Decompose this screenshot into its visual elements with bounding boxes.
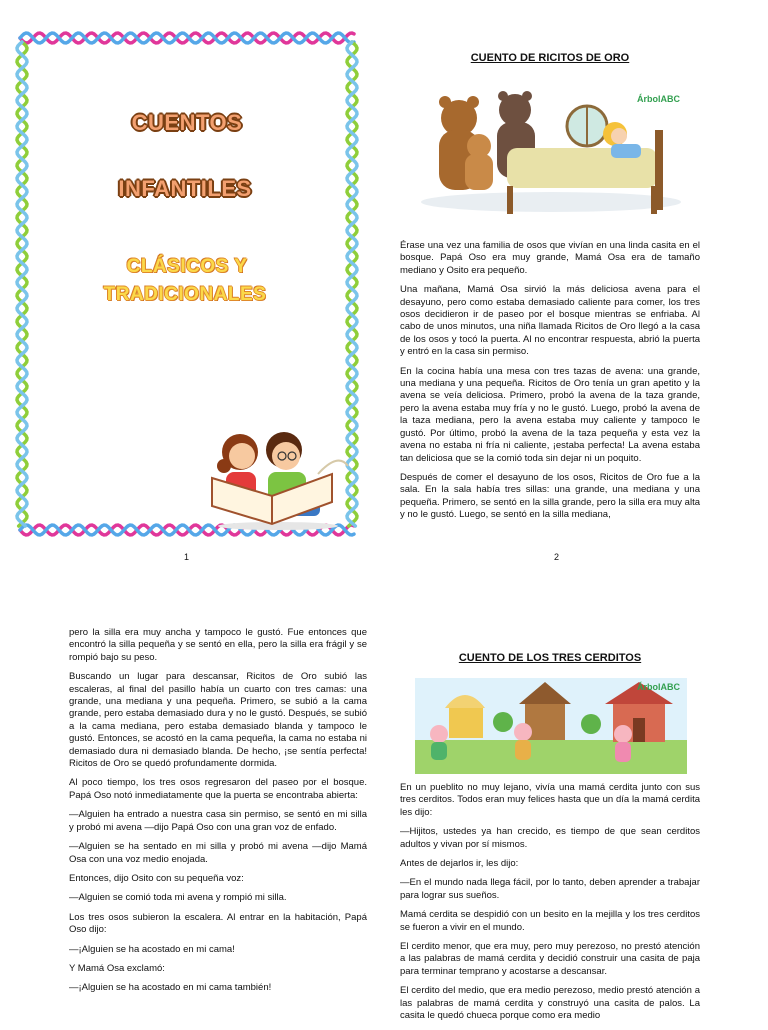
cover-title-line2: INFANTILES bbox=[118, 176, 252, 201]
story-text-ricitos bbox=[400, 240, 700, 529]
paragraph: pero la silla era muy ancha y tampoco le gustó. Fue entonces que encontró la silla pequeña y se sentó en ella, pero la silla era frágil y se rompió bajo su peso. bbox=[69, 627, 367, 663]
paragraph: En un pueblito no muy lejano, vivía una mamá cerdita junto con sus tres cerditos. Todos eran muy felices hasta que un día la mamá cerdita les dijo: bbox=[400, 782, 700, 818]
paragraph: —Hijitos, ustedes ya han crecido, es tiempo de que sean cerditos adultos y vivan por sí mismos. bbox=[400, 826, 700, 850]
paragraph: Érase una vez una familia de osos que vivían en una linda casita en el bosque. Papá Oso era muy grande, Mamá Osa era de tamaño mediano y Osito era pequeño. bbox=[400, 240, 700, 276]
paragraph: —Alguien se ha sentado en mi silla y probó mi avena —dijo Mamá Osa con una voz medio enojada. bbox=[69, 841, 367, 865]
story-title-ricitos: CUENTO DE RICITOS DE ORO bbox=[470, 52, 630, 64]
paragraph: Entonces, dijo Osito con su pequeña voz: bbox=[69, 872, 244, 884]
paragraph: —¡Alguien se ha acostado en mi cama! bbox=[69, 943, 235, 955]
page-number-2: 2 bbox=[554, 552, 560, 562]
three-little-pigs-illustration bbox=[415, 678, 687, 774]
paragraph: En la cocina había una mesa con tres tazas de avena: una grande, una mediana y una pequeña. Ricitos de Oro tenía un gran apetito y la avena se veía deliciosa. Primero, probó la avena de la taza grande, pero la avena estaba muy fría y no le gustó. Luego, probó la avena de la taza mediana, pero la avena estaba muy caliente y tampoco le gustó. Por último, probó la avena de la taza pequeña y esta vez la avena no estaba ni fría ni caliente, ¡estaba perfecta! La avena estaba tan deliciosa que se la comió toda sin dejar ni un poquito. bbox=[400, 365, 700, 464]
cover-subtitle-line1: CLÁSICOS Y bbox=[126, 256, 248, 277]
page-number-1: 1 bbox=[184, 552, 190, 562]
story-text-cerditos bbox=[400, 782, 700, 1030]
paragraph: —Alguien se comió toda mi avena y rompió mi silla. bbox=[69, 892, 287, 904]
paragraph: Mamá cerdita se despidió con un besito en la mejilla y los tres cerditos se fueron a vivir en el mundo. bbox=[400, 909, 700, 933]
paragraph: Después de comer el desayuno de los osos, Ricitos de Oro fue a la sala. En la sala había tres sillas: una grande, una mediana y una pequeña. Primero, se sentó en la silla grande, pero la silla era muy alta y no le gustó. Luego, se sentó en la silla mediana, bbox=[400, 471, 700, 521]
arbolabc-logo: ÁrbolABC bbox=[637, 682, 680, 692]
goldilocks-illustration bbox=[415, 90, 687, 216]
paragraph: —¡Alguien se ha acostado en mi cama también! bbox=[69, 982, 272, 994]
paragraph: El cerdito menor, que era muy, pero muy perezoso, no prestó atención a las palabras de mamá cerdita y decidió construir una casita de paja para terminar temprano y acostarse a descansar. bbox=[400, 941, 700, 977]
arbolabc-logo: ÁrbolABC bbox=[637, 94, 680, 104]
cover-title-line1: CUENTOS bbox=[131, 110, 243, 135]
paragraph: Y Mamá Osa exclamó: bbox=[69, 962, 165, 974]
children-reading-illustration bbox=[198, 422, 358, 532]
cover-subtitle-line2: TRADICIONALES bbox=[103, 284, 267, 305]
story-text-ricitos-continued bbox=[69, 627, 367, 1002]
paragraph: Buscando un lugar para descansar, Ricitos de Oro subió las escaleras, al final del pasillo había un cuarto con tres camas: una grande, una mediana y una pequeña. Primero, se subió a la cama grande, pero estaba demasiado dura y no le gustó. Después, se subió a la cama mediana, pero estaba demasiado blanda y tampoco le gustó. Entonces, se acostó en la cama pequeña, la cama no estaba ni demasiado dura ni demasiado blanda. De hecho, ¡se sentía perfecta! Ricitos de Oro se quedó profundamente dormida. bbox=[69, 671, 367, 770]
paragraph: Los tres osos subieron la escalera. Al entrar en la habitación, Papá Oso dijo: bbox=[69, 911, 367, 936]
story-title-cerditos: CUENTO DE LOS TRES CERDITOS bbox=[458, 652, 642, 664]
paragraph: —En el mundo nada llega fácil, por lo tanto, deben aprender a trabajar para lograr sus sueños. bbox=[400, 877, 700, 901]
paragraph: El cerdito del medio, que era medio perezoso, medio prestó atención a las palabras de mamá cerdita y construyó una casita de palos. La casita le quedó chueca porque como era medio bbox=[400, 985, 700, 1022]
paragraph: Una mañana, Mamá Osa sirvió la más deliciosa avena para el desayuno, pero como estaba demasiado caliente para comer, los tres osos decidieron ir de paseo por el bosque mientras se enfriaba. Al cabo de unos minutos, una niña llamada Ricitos de Oro llegó a la casa de los osos y tocó la puerta. Al no encontrar respuesta, abrió la puerta y entró en la casa sin permiso. bbox=[400, 284, 700, 358]
paragraph: Antes de dejarlos ir, les dijo: bbox=[400, 858, 519, 870]
paragraph: Al poco tiempo, los tres osos regresaron del paseo por el bosque. Papá Oso notó inmediatamente que la puerta se encontraba abierta: bbox=[69, 777, 367, 801]
cover-page bbox=[12, 28, 362, 540]
paragraph: —Alguien ha entrado a nuestra casa sin permiso, se sentó en mi silla y probó mi avena —dijo Papá Oso con una gran voz de enfado. bbox=[69, 809, 367, 833]
